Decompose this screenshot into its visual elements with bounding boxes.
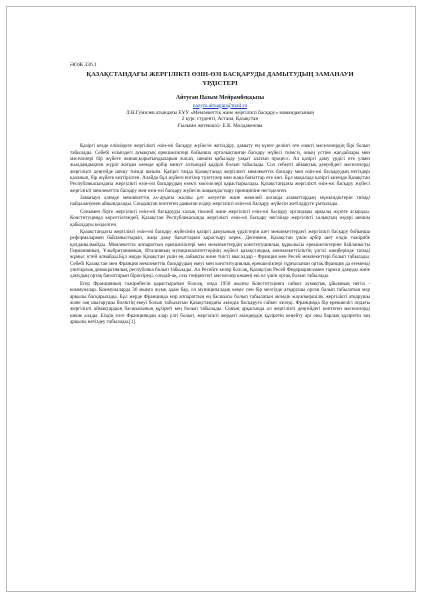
affiliation-line-1: Л.Н.Гумилев атындағы ЕҰУ «Мемлекеттік және жергілікті басқару» мамандығының [126, 109, 314, 116]
udc-code: ӘОЖ 336.1 [70, 62, 97, 68]
supervisor-line: Ғылыми жетекшісі- Е.К. Молдакенова [177, 122, 263, 129]
body-paragraph: Егер Францияның тәжірибесін қарастыратын болсақ, онда 1958 жылғы Конституцияға сәйкес аумақтық ұйымның негізі - коммуналар. Коммуналарда 36 мыңға жуық адам бар, ол муниципалдық кеңес пен бір мезгілде атқарушы орган болып табылатын мэр арқылы басқарылады. Бұл жерде Францияда мэр аппараттың ең басшысы болып табылатын әкімдік жауапкершілік жергілікті атқарушы және заң шығарушы биліктің екеуі болып табылатын Қазақстандағы әкімдік басқаруға сәйкес келеді. Францияда бір ерекшелігі ондағы жергілікті аймақтардың басшысының құзіреті кең болып табылады. Соның арқасында ол жергілікті деңгейдегі көптеген мәселелерді шеше алады. Біздің елге Францияндан алар үлгі болып, жергілікті жердегі әкімдердің құзіретін кеңейту әрі оны барлық құзіретін заң арқылы нетіздеу табылады.[1] [70, 280, 370, 325]
body-paragraph: Қазақстандағы жергілікті өзін-өзі басқару жүйесінің қазіргі дамуының үрдістерін шет мемлекеттердегі жергілікті басқару бойынша реформалармен байланыстырып, жаңа даму бағыттарын қарастыру керек. Дегенмен, Қазақстан үшін әрбір шет елдік тәжірибе қолданылмайды. Мемлекеттік аппараттың ерекшеліктері мен мемлекеттердің конституциялық құрылысы ерекшеліктеріне байланысты Германияның, Ұлыбританияның, Италияның муниципалитеттерінің жүйесі қазақстандық менмлекеттіліктің үлгісі шеңберінде тиімді жұмыс істей алмайды.Бұл жерде Қазақстан үшін ең лайықты және тиісті мысалдар - Франция мен Ресей мемлекеттері болып табылады. Себебі Қазақстан мен Франция мемлекеттік басқарудың екеуі мен конституциялық ерекшеліктері тұрғысынан ортақ.Франция да егеменді унитарлық демократиялық республика болып табылады. Ал Ресейге келер болсақ, Қазақстан Ресей Федерациясымен тарихи дамуды және дамудың ортақ бағыттарын біріктіреді, сондай-ақ, осы төңіректегі мәселелер көшені екі ел үшін ортақ болып табылады. [70, 229, 370, 280]
body-paragraph: Заманауи әлемде мемлекеттің ах-ауқаты жалпы ұлт әлеуетін және жекелей алғанда азаматтардың мүмкіндіктерін тиімді пайдаланумен айқындалады. Сондықтан көптеген дамыған елдер жергілікті өзін-өзі басқару жүйесін жетілдіруге ұмтылады. [70, 195, 370, 208]
body-paragraph: Қазіргі кезде еліміздеге жергілікті өзін-өзі басқару жүйесін жетілдіру, дамыту ең күнге делінгі өте өзекті мәселелердің бірі болып табылады. Себебі еліміздегі аумақтық ерекшеліктері бойынша орталықтанған басқару жүйесі тиімсіз, оның үстіне жағдайлары мен мәселелері бір жүйеге жинап,қорытындыларын жасап, шешім қабылдау уақыт алатын процесс. Ал қазіргі даму үрдісі өте үлкен жылдамдықпен жүріп жатқан әлемде әрбір минут алтындай қадірлі болып табылады. Сол себепті аймақтық деңгейдегі мәселелерді жергілікті деңгейде шешу тиімді шешім. Қазіргі таңда Қазақстанда жергілікті мемлекеттік басқару мен өзін-өзі басқарудың негіздері қаланып, бір жүйеге келтірілген. Алайда бұл жүйеге енгізер түзетулер мен жаңа бағыттар өте көп. Бұл мақалада қазіргі кезеңде Қазақстан Республикасындағы жергілікті өзін-өзі басқарудың өзекті мәселелері қарастырылады. Қазақстандағы жергілікті өзін-өзі басқару жүйесі жергілікті мемлекеттік басқару мен өзін-өзі басқару жүйесін жақындастыру принципіне негізделген. [70, 143, 370, 194]
author-email-link[interactable]: nazym.aituagan@mail.ru [192, 102, 248, 109]
article-title: ҚАЗАҚСТАНДАҒЫ ЖЕРГІЛІКТІ ӨЗІН-ӨЗІ БАСҚАРУДЫ ДАМЫТУДЫҢ ЗАМАНАУИ ҮРДІСТЕРІ [86, 71, 354, 87]
body-paragraph: Сонымен бірге жергілікті өзін-өзі басқаруды халық тікелей және жергілікті өзін-өзі басқару органдары арқылы жүзеге асырады. Конституцияда көрсетілгендей, Қазақстан Республикасында жергілікті өзін-өзі басқару негізінде жергілікті халықтың өздері шешім қабылдауы көзделген. [70, 208, 370, 228]
affiliation-line-2: 2 курс студенті, Астана, Қазақстан [181, 116, 259, 123]
article-content [70, 62, 370, 326]
author-name: Айтуған Назым Мейрамбекқызы [175, 95, 264, 101]
spacer [70, 129, 370, 143]
